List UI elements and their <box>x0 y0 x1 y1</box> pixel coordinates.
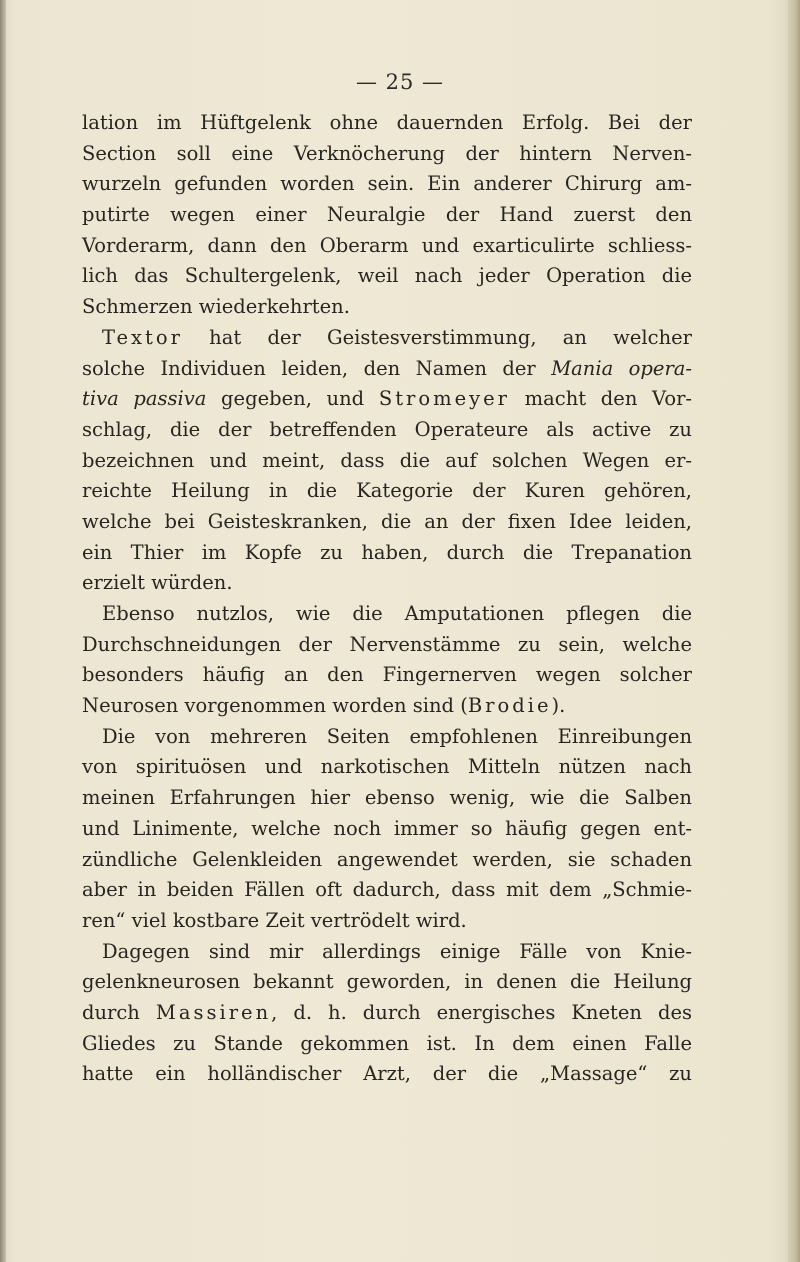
text-run: und Linimente, welche noch immer so häufig gegen ent- <box>82 816 692 840</box>
text-run: Durchschneidungen der Nervenstämme zu sein, welche <box>82 632 692 656</box>
text-run: ein Thier im Kopfe zu haben, durch die Trepanation <box>82 540 692 564</box>
text-line <box>82 1059 692 1090</box>
text-line <box>82 261 692 292</box>
page-binding-edge <box>0 0 6 1262</box>
text-run: reichte Heilung in die Kategorie der Kuren gehören, <box>82 479 692 503</box>
text-line <box>82 998 692 1029</box>
text-run: Schmerzen wiederkehrten. <box>82 295 350 319</box>
text-line <box>82 354 692 385</box>
text-line <box>82 752 692 783</box>
spaced-name: Textor <box>102 325 183 349</box>
text-line <box>82 660 692 691</box>
text-line <box>82 292 692 323</box>
text-run: putirte wegen einer Neuralgie der Hand zuerst den <box>82 203 692 227</box>
text-line <box>82 231 692 262</box>
text-run: bezeichnen und meint, dass die auf solchen Wegen er- <box>82 448 692 472</box>
text-line <box>82 906 692 937</box>
text-line <box>82 476 692 507</box>
text-line <box>82 845 692 876</box>
text-line <box>82 814 692 845</box>
text-line <box>82 507 692 538</box>
text-line <box>82 783 692 814</box>
text-run: ). <box>551 694 566 718</box>
text-run: Die von mehreren Seiten empfohlenen Einreibungen <box>102 724 692 748</box>
page-number: — 25 — <box>355 70 445 94</box>
spaced-name: Massiren <box>155 1000 272 1024</box>
text-run: macht den Vor- <box>510 387 692 411</box>
text-run: hatte ein holländischer Arzt, der die „Massage“ zu <box>82 1062 692 1086</box>
text-run: ren“ viel kostbare Zeit vertrödelt wird. <box>82 908 467 932</box>
text-run: lation im Hüftgelenk ohne dauernden Erfolg. Bei der <box>82 111 692 134</box>
text-line <box>82 630 692 661</box>
text-line <box>82 599 692 630</box>
text-run: , d. h. durch energisches Kneten des <box>271 1000 692 1024</box>
text-run: besonders häufig an den Fingernerven wegen solcher <box>82 663 692 687</box>
text-run: Ebenso nutzlos, wie die Amputationen pflegen die <box>102 602 692 625</box>
text-line <box>82 568 692 599</box>
text-run: Dagegen sind mir allerdings einige Fälle von Knie- <box>102 939 692 963</box>
page-right-edge <box>788 0 800 1262</box>
text-run: wurzeln gefunden worden sein. Ein anderer Chirurg am- <box>82 172 692 196</box>
text-line <box>82 538 692 569</box>
text-run: schlag, die der betreffenden Operateure als active zu <box>82 417 692 441</box>
text-run: gelenkneurosen bekannt geworden, in denen die Heilung <box>82 970 692 994</box>
text-body <box>82 108 692 1090</box>
text-run: meinen Erfahrungen hier ebenso wenig, wie die Salben <box>82 786 692 810</box>
text-line <box>82 446 692 477</box>
text-line <box>82 169 692 200</box>
text-run: Vorderarm, dann den Oberarm und exarticulirte schliess- <box>82 233 692 257</box>
text-run: von spirituösen und narkotischen Mitteln nützen nach <box>82 755 692 779</box>
text-line <box>82 384 692 415</box>
text-line <box>82 139 692 170</box>
text-line <box>82 937 692 968</box>
spaced-name: Brodie <box>467 694 552 718</box>
text-line <box>82 967 692 998</box>
text-line <box>82 415 692 446</box>
text-run: durch <box>82 1000 156 1024</box>
text-line <box>82 691 692 722</box>
text-line <box>82 323 692 354</box>
italic-term: tiva passiva <box>82 387 207 411</box>
spaced-name: Stromeyer <box>378 387 511 411</box>
text-run: Gliedes zu Stande gekommen ist. In dem einen Falle <box>82 1031 692 1055</box>
italic-term: Mania opera- <box>551 356 692 380</box>
text-run: welche bei Geisteskranken, die an der fixen Idee leiden, <box>82 509 692 533</box>
text-run: aber in beiden Fällen oft dadurch, dass mit dem „Schmie- <box>82 878 692 902</box>
text-run: Section soll eine Verknöcherung der hintern Nerven- <box>82 141 692 165</box>
text-run: lich das Schultergelenk, weil nach jeder Operation die <box>82 264 692 288</box>
text-line <box>82 875 692 906</box>
text-run: zündliche Gelenkleiden angewendet werden, sie schaden <box>82 847 692 871</box>
text-run: hat der Geistesverstimmung, an welcher <box>182 325 692 349</box>
text-run: gegeben, und <box>206 387 379 411</box>
text-run: Neurosen vorgenommen worden sind ( <box>82 694 468 718</box>
text-line <box>82 108 692 139</box>
text-run: erzielt würden. <box>82 571 233 595</box>
text-line <box>82 200 692 231</box>
text-run: solche Individuen leiden, den Namen der <box>82 356 552 380</box>
text-line <box>82 722 692 753</box>
text-line <box>82 1029 692 1060</box>
